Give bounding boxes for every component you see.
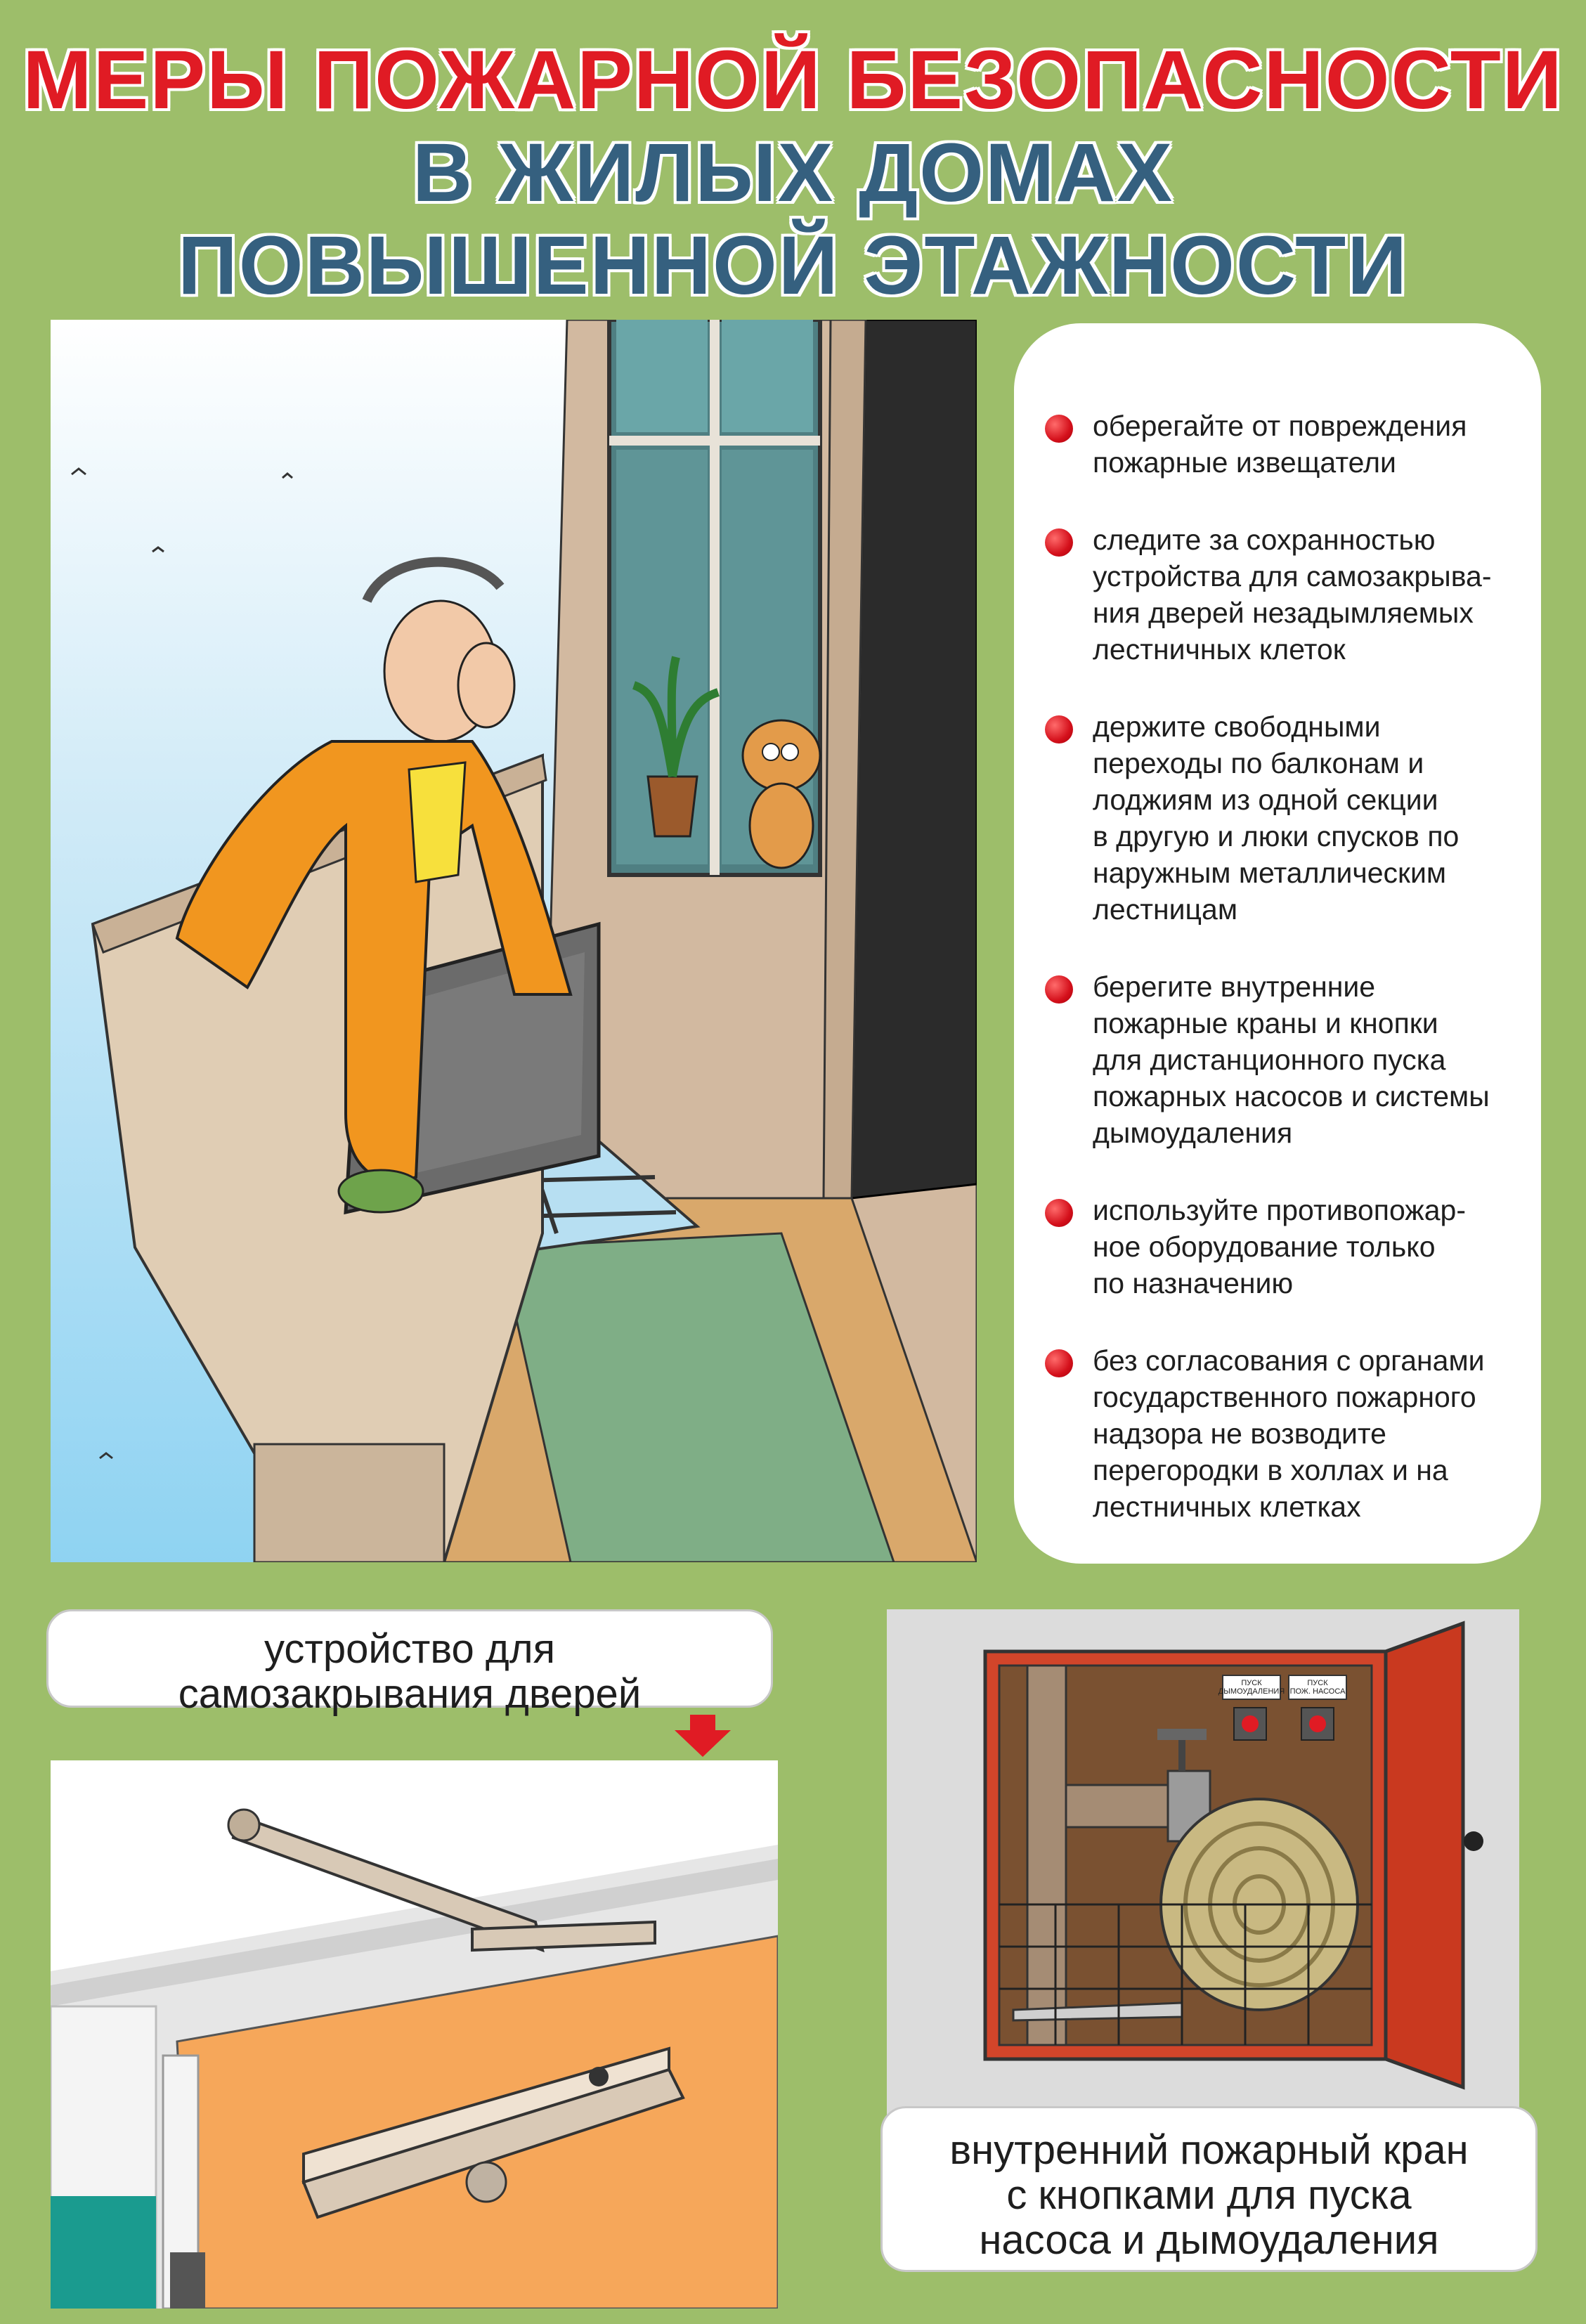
bullet-icon (1045, 1349, 1073, 1377)
rule-item (1042, 1192, 1527, 1301)
title-line-3: ПОВЫШЕННОЙ ЭТАЖНОСТИ (177, 219, 1409, 312)
door-closer-illustration (51, 1760, 778, 2309)
pump-button-label: ПУСК ПОЖ. НАСОСА (1289, 1679, 1346, 1696)
rule-text: берегите внутренние пожарные краны и кнопки для дистанционного пуска пожарных насосов и системы дымоудаления (1093, 971, 1490, 1149)
rule-text: держите свободными переходы по балконам и лоджиям из одной секции в другую и люки спусков по наружным металлическим лестницам (1093, 710, 1460, 926)
rule-text: оберегайте от повреждения пожарные извещатели (1093, 410, 1467, 479)
door-closer-drawing (51, 1760, 778, 2309)
smoke-button-label: ПУСК ДЫМОУДАЛЕНИЯ (1218, 1679, 1285, 1696)
arrow-down-icon (675, 1715, 731, 1757)
safety-rules-list (1042, 408, 1527, 1566)
rule-item (1042, 521, 1527, 668)
rule-text: без согласования с органами государственного пожарного надзора не возводите перегородки в холлах и на лестничных клетках (1093, 1344, 1485, 1523)
rule-item (1042, 1342, 1527, 1525)
door-closer-caption: устройство для самозакрывания дверей (46, 1609, 773, 1708)
rule-text: следите за сохранностью устройства для самозакрыва- ния дверей незадымляемых лестничных клеток (1093, 524, 1492, 666)
fire-hydrant-cabinet-illustration (887, 1609, 1519, 2115)
bullet-icon (1045, 715, 1073, 744)
rule-text: используйте противопожар- ное оборудование только по назначению (1093, 1194, 1466, 1299)
title-line-1: МЕРЫ ПОЖАРНОЙ БЕЗОПАСНОСТИ (22, 34, 1564, 126)
bullet-icon (1045, 415, 1073, 443)
fire-hydrant-cabinet-drawing (887, 1609, 1519, 2115)
bullet-icon (1045, 528, 1073, 557)
poster-title (0, 34, 1586, 312)
bullet-icon (1045, 975, 1073, 1004)
title-line-2: В ЖИЛЫХ ДОМАХ (412, 126, 1174, 219)
balcony-scene-illustration (51, 320, 977, 1562)
fire-hydrant-caption: внутренний пожарный кран с кнопками для пуска насоса и дымоудаления (880, 2106, 1538, 2272)
rule-item (1042, 708, 1527, 928)
bullet-icon (1045, 1199, 1073, 1227)
rule-item (1042, 968, 1527, 1151)
rule-item (1042, 408, 1527, 481)
balcony-scene-drawing (51, 320, 977, 1562)
safety-rules-panel (1014, 323, 1541, 1564)
